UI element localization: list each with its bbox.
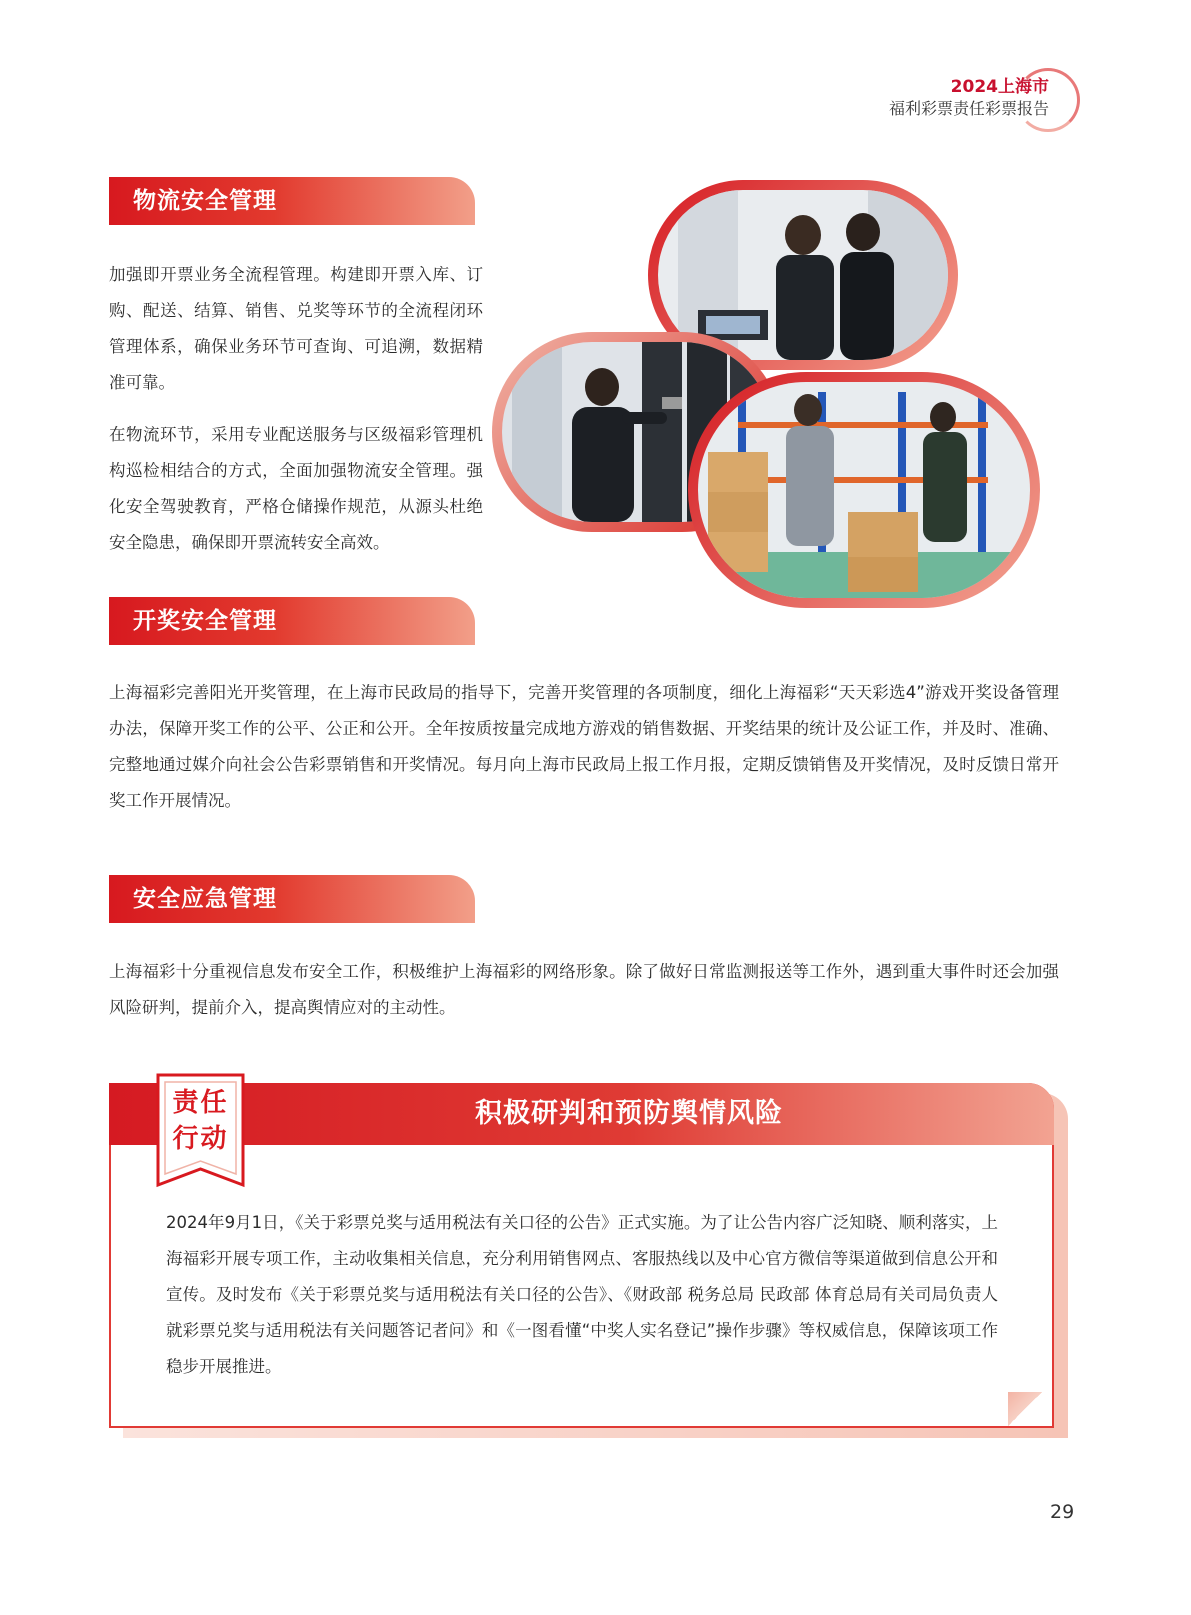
warehouse-illustration <box>698 382 1030 598</box>
draw-paragraph-1: 上海福彩完善阳光开奖管理，在上海市民政局的指导下，完善开奖管理的各项制度，细化上海福彩“天天彩选4”游戏开奖设备管理办法，保障开奖工作的公平、公正和公开。全年按质按量完成地方游戏的销售数据、开奖结果的统计及公证工作，并及时、准确、完整地通过媒介向社会公告彩票销售和开奖情况。每月向上海市民政局上报工作月报，定期反馈销售及开奖情况，及时反馈日常开奖工作开展情况。 <box>109 683 1059 810</box>
logistics-paragraph-1: 加强即开票业务全流程管理。构建即开票入库、订购、配送、结算、销售、兑奖等环节的全流程闭环管理体系，确保业务环节可查询、可追溯，数据精准可靠。 <box>109 265 483 392</box>
section-emergency-body <box>109 954 1059 1026</box>
section-draw-body <box>109 675 1059 819</box>
page-number: 29 <box>1050 1501 1075 1523</box>
callout-body <box>166 1205 998 1385</box>
callout-corner-fold <box>1008 1392 1042 1426</box>
report-header <box>889 76 1049 120</box>
callout-box <box>109 1083 1054 1428</box>
photo-collage <box>500 180 1060 610</box>
callout-title: 积极研判和预防舆情风险 <box>475 1098 783 1129</box>
emergency-paragraph-1: 上海福彩十分重视信息发布安全工作，积极维护上海福彩的网络形象。除了做好日常监测报送等工作外，遇到重大事件时还会加强风险研判，提前介入，提高舆情应对的主动性。 <box>109 962 1059 1017</box>
section-logistics-body <box>109 257 483 561</box>
badge-line-1: 责任 <box>172 1088 229 1118</box>
badge-line-2: 行动 <box>172 1124 229 1154</box>
section-title-logistics: 物流安全管理 <box>109 177 475 225</box>
logistics-paragraph-2: 在物流环节，采用专业配送服务与区级福彩管理机构巡检相结合的方式，全面加强物流安全管理。强化安全驾驶教育，严格仓储操作规范，从源头杜绝安全隐患，确保即开票流转安全高效。 <box>109 425 483 552</box>
badge-label <box>154 1085 247 1157</box>
callout-paragraph: 2024年9月1日，《关于彩票兑奖与适用税法有关口径的公告》正式实施。为了让公告内容广泛知晓、顺利落实，上海福彩开展专项工作，主动收集相关信息，充分利用销售网点、客服热线以及中心官方微信等渠道做到信息公开和宣传。及时发布《关于彩票兑奖与适用税法有关口径的公告》、《财政部 税务总局 民政部 体育总局有关司局负责人就彩票兑奖与适用税法有关问题答记者问》和《一图看懂“中奖人实名登记”操作步骤》等权威信息，保障该项工作稳步开展推进。 <box>166 1213 998 1376</box>
section-title-emergency: 安全应急管理 <box>109 875 475 923</box>
section-title-draw: 开奖安全管理 <box>109 597 475 645</box>
header-year-city: 2024上海市 <box>950 77 1049 97</box>
photo-warehouse-boxes <box>698 382 1030 598</box>
header-report-title: 福利彩票责任彩票报告 <box>888 99 1049 118</box>
